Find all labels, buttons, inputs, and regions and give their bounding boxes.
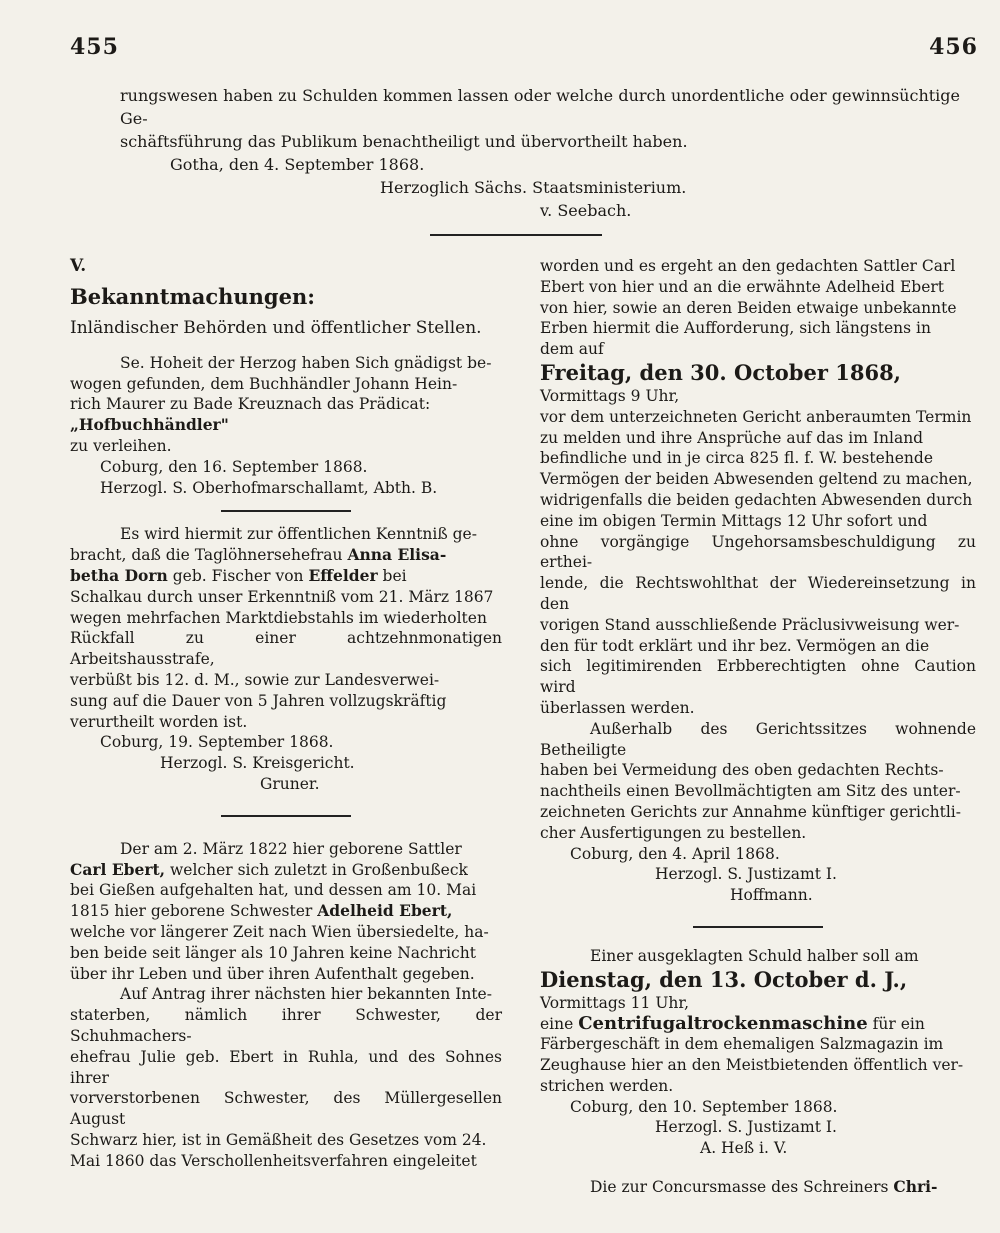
text-line: Auf Antrag ihrer nächsten hier bekannten Inte- [120,985,492,1004]
text-line: cher Ausfertigungen zu bestellen. [540,823,807,842]
authority: Herzoglich Sächs. Staatsministerium. [380,178,687,197]
page-number-right: 456 [929,34,978,60]
text-line: Rückfall zu einer achtzehnmonatigen Arbeitshausstrafe, [70,629,502,669]
text-line: Die zur Concursmasse des Schreiners Chri- [590,1177,938,1197]
notice-hofbuchhaendler [70,353,502,499]
text-line: staterben, nämlich ihrer Schwester, der Schuhmachers- [70,1006,502,1045]
text-line: von hier, sowie an deren Beiden etwaige unbekannte [540,298,957,317]
person-name: Adelheid Ebert, [317,901,453,921]
divider [221,510,351,512]
text-line: sich legitimirenden Erbberechtigten ohne Caution wird [540,657,976,697]
text-line: bei Gießen aufgehalten hat, und dessen am 10. Mai [70,881,477,900]
place-date: Coburg, den 10. September 1868. [570,1097,838,1116]
text-line: rungswesen haben zu Schulden kommen lassen oder welche durch unordentliche oder gewinnsüchtige Ge- [120,86,960,128]
text-line: Der am 2. März 1822 hier geborene Sattler [120,839,462,858]
hearing-time: Vormittags 9 Uhr, [540,386,680,405]
text-line: zu verleihen. [70,436,172,455]
hearing-date: Freitag, den 30. October 1868, [540,359,901,385]
text-line: befindliche und in je circa 825 fl. f. W. bestehende [540,449,934,468]
text-line: 1815 hier geborene Schwester Adelheid Ebert, [70,901,453,921]
place-date: Coburg, 19. September 1868. [100,733,334,752]
section-subtitle: Inländischer Behörden und öffentlicher Stellen. [70,317,482,338]
text-line: Vermögen der beiden Abwesenden geltend zu machen, [540,470,973,489]
notice-landesverweisung [70,524,502,794]
text-line: dem auf [540,340,604,359]
text-line: Zeughause hier an den Meistbietenden öffentlich ver- [540,1056,964,1075]
text-line: Ebert von hier und an die erwähnte Adelheid Ebert [540,277,945,296]
text-line: worden und es ergeht an den gedachten Sattler Carl [540,257,956,275]
place-date: Gotha, den 4. September 1868. [170,155,425,174]
authority: Herzogl. S. Justizamt I. [655,1118,837,1137]
text-line: widrigenfalls die beiden gedachten Abwesenden durch [540,490,973,509]
page-number-left: 455 [70,34,119,60]
text-line: strichen werden. [540,1076,674,1095]
text-line: Mai 1860 das Verschollenheitsverfahren eingeleitet [70,1151,477,1170]
text-line: zu melden und ihre Ansprüche auf das im Inland [540,428,924,447]
text-line: den für todt erklärt und ihr bez. Vermögen an die [540,636,930,655]
text-line: Erben hiermit die Aufforderung, sich längstens in [540,319,931,338]
text-line: Carl Ebert, welcher sich zuletzt in Großenbußeck [70,859,468,879]
signatory: Gruner. [260,774,320,793]
text-line: eine Centrifugaltrockenmaschine für ein [540,1012,925,1034]
text-line: überlassen werden. [540,698,695,717]
text-line: vor dem unterzeichneten Gericht anberaumten Termin [540,407,972,426]
text-line: zeichneten Gerichts zur Annahme künftiger gerichtli- [540,802,962,821]
text-line: eine im obigen Termin Mittags 12 Uhr sofort und [540,511,928,530]
divider [693,926,823,928]
auction-time: Vormittags 11 Uhr, [540,993,689,1012]
text-line: Färbergeschäft in dem ehemaligen Salzmagazin im [540,1035,944,1054]
signatory: v. Seebach. [540,201,632,220]
title-quote: „Hofbuchhändler" [70,415,229,435]
left-column [70,256,502,1171]
text-line: ohne vorgängige Ungehorsamsbeschuldigung zu erthei- [540,532,976,572]
authority: Herzogl. S. Oberhofmarschallamt, Abth. B. [100,478,438,497]
place-date: Coburg, den 4. April 1868. [570,844,780,863]
text-line: Es wird hiermit zur öffentlichen Kenntniß ge- [120,525,477,544]
text-line: Schwarz hier, ist in Gemäßheit des Gesetzes vom 24. [70,1130,487,1149]
text-line: Se. Hoheit der Herzog haben Sich gnädigst be- [120,353,492,372]
divider [430,234,602,236]
text-line: ehefrau Julie geb. Ebert in Ruhla, und des Sohnes ihrer [70,1047,502,1087]
text-line: verbüßt bis 12. d. M., sowie zur Landesverwei- [70,670,440,689]
text-line: sung auf die Dauer von 5 Jahren vollzugskräftig [70,691,447,710]
text-line: vorigen Stand ausschließende Präclusivweisung wer- [540,615,960,634]
place-date: Coburg, den 16. September 1868. [100,457,368,476]
person-name: Carl Ebert, [70,859,166,879]
text-line: vorverstorbenen Schwester, des Müllergesellen August [70,1089,502,1129]
text-line: haben bei Vermeidung des oben gedachten Rechts- [540,761,944,780]
authority: Herzogl. S. Kreisgericht. [160,754,355,773]
person-name: betha Dorn [70,565,168,585]
text-line: Außerhalb des Gerichtssitzes wohnende Betheiligte [540,719,976,759]
text-line: ben beide seit länger als 10 Jahren keine Nachricht [70,943,476,962]
text-line: Einer ausgeklagten Schuld halber soll am [590,946,919,965]
text-line: über ihr Leben und über ihren Aufenthalt gegeben. [70,964,475,983]
item-name: Centrifugaltrockenmaschine [578,1012,868,1034]
top-continuation [120,84,960,236]
right-column [540,256,976,1198]
text-line: schäftsführung das Publikum benachtheiligt und übervortheilt haben. [120,132,688,151]
text-line: betha Dorn geb. Fischer von Effelder bei [70,565,407,585]
text-line: welche vor längerer Zeit nach Wien übersiedelte, ha- [70,922,489,941]
section-title: Bekanntmachungen: [70,283,315,309]
person-name: Chri- [893,1177,938,1197]
text-line: wogen gefunden, dem Buchhändler Johann Hein- [70,374,458,393]
text-line: verurtheilt worden ist. [70,712,248,731]
authority: Herzogl. S. Justizamt I. [655,865,837,884]
auction-date: Dienstag, den 13. October d. J., [540,966,908,992]
text-line: bracht, daß die Taglöhnersehefrau Anna Elisa- [70,545,447,565]
section-number: V. [70,256,87,276]
place-name: Effelder [308,565,378,585]
text-line: lende, die Rechtswohlthat der Wiedereinsetzung in den [540,574,976,613]
text-line: wegen mehrfachen Marktdiebstahls im wiederholten [70,608,487,627]
signatory: Hoffmann. [730,886,813,905]
text-line: Schalkau durch unser Erkenntniß vom 21. März 1867 [70,587,494,606]
person-name: Anna Elisa- [347,545,447,565]
divider [221,815,351,817]
signatory: A. Heß i. V. [700,1139,788,1158]
notice-verschollenheit [70,839,502,1172]
text-line: nachtheils einen Bevollmächtigten am Sitz des unter- [540,782,961,801]
text-line: rich Maurer zu Bade Kreuznach das Prädicat: [70,395,431,414]
